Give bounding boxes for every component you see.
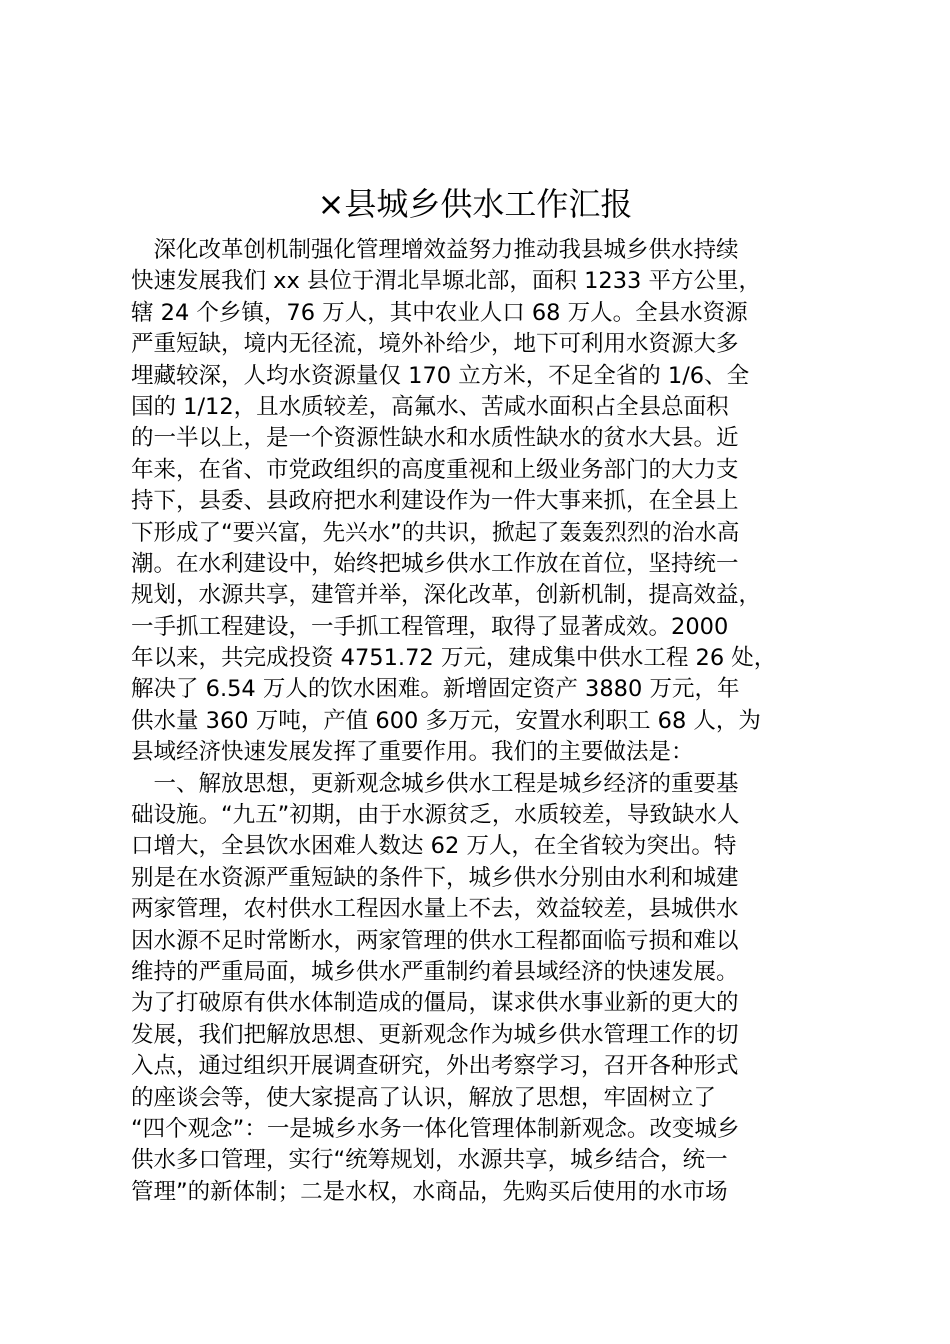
body-line: 县域经济快速发展发挥了重要作用。我们的主要做法是：	[131, 739, 694, 766]
document-title: ×县城乡供水工作汇报	[317, 185, 633, 223]
body-line: 快速发展我们 xx 县位于渭北旱塬北部，面积 1233 平方公里，	[131, 268, 762, 295]
body-line: 管理”的新体制；二是水权，水商品，先购买后使用的水市场	[131, 1178, 728, 1205]
body-line: 解决了 6.54 万人的饮水困难。新增固定资产 3880 万元，年	[131, 676, 740, 703]
body-line: “四个观念”：一是城乡水务一体化管理体制新观念。改变城乡	[131, 1115, 740, 1142]
body-line: 严重短缺，境内无径流，境外补给少，地下可利用水资源大多	[131, 331, 739, 358]
body-line: 为了打破原有供水体制造成的僵局，谋求供水事业新的更大的	[131, 990, 739, 1017]
document-body	[131, 235, 831, 1208]
body-line: 规划，水源共享，建管并举，深化改革，创新机制，提高效益，	[131, 582, 762, 609]
body-line: 供水量 360 万吨，产值 600 多万元，安置水利职工 68 人，为	[131, 707, 761, 734]
body-line: 深化改革创机制强化管理增效益努力推动我县城乡供水持续	[131, 237, 739, 263]
body-line: 埋藏较深，人均水资源量仅 170 立方米，不足全省的 1/6、全	[131, 362, 750, 389]
body-line: 辖 24 个乡镇，76 万人，其中农业人口 68 万人。全县水资源	[131, 299, 748, 326]
body-line: 的一半以上，是一个资源性缺水和水质性缺水的贫水大县。近	[131, 425, 739, 452]
body-line: 持下，县委、县政府把水利建设作为一件大事来抓，在全县上	[131, 488, 739, 515]
body-line: 因水源不足时常断水，两家管理的供水工程都面临亏损和难以	[131, 927, 739, 954]
body-line: 潮。在水利建设中，始终把城乡供水工作放在首位，坚持统一	[131, 550, 739, 577]
body-line: 一手抓工程建设，一手抓工程管理，取得了显著成效。2000	[131, 613, 729, 640]
body-line: 入点，通过组织开展调查研究，外出考察学习，召开各种形式	[131, 1053, 739, 1080]
body-line: 础设施。“九五”初期，由于水源贫乏，水质较差，导致缺水人	[131, 802, 740, 829]
body-line: 供水多口管理，实行“统筹规划，水源共享，城乡结合，统一	[131, 1147, 728, 1174]
body-line: 两家管理，农村供水工程因水量上不去，效益较差，县城供水	[131, 896, 739, 923]
body-line: 别是在水资源严重短缺的条件下，城乡供水分别由水利和城建	[131, 864, 739, 891]
body-line: 口增大，全县饮水困难人数达 62 万人，在全省较为突出。特	[131, 833, 737, 860]
body-line: 的座谈会等，使大家提高了认识，解放了思想，牢固树立了	[131, 1084, 717, 1111]
body-line: 年来，在省、市党政组织的高度重视和上级业务部门的大力支	[131, 456, 739, 483]
body-line: 年以来，共完成投资 4751.72 万元，建成集中供水工程 26 处，	[131, 645, 777, 672]
body-line: 维持的严重局面，城乡供水严重制约着县域经济的快速发展。	[131, 958, 739, 985]
body-line: 一、解放思想，更新观念城乡供水工程是城乡经济的重要基	[131, 770, 739, 797]
body-line: 国的 1/12，且水质较差，高氟水、苦咸水面积占全县总面积	[131, 393, 729, 420]
body-line: 下形成了“要兴富，先兴水”的共识，掀起了轰轰烈烈的治水高	[131, 519, 740, 546]
body-line: 发展，我们把解放思想、更新观念作为城乡供水管理工作的切	[131, 1021, 739, 1048]
